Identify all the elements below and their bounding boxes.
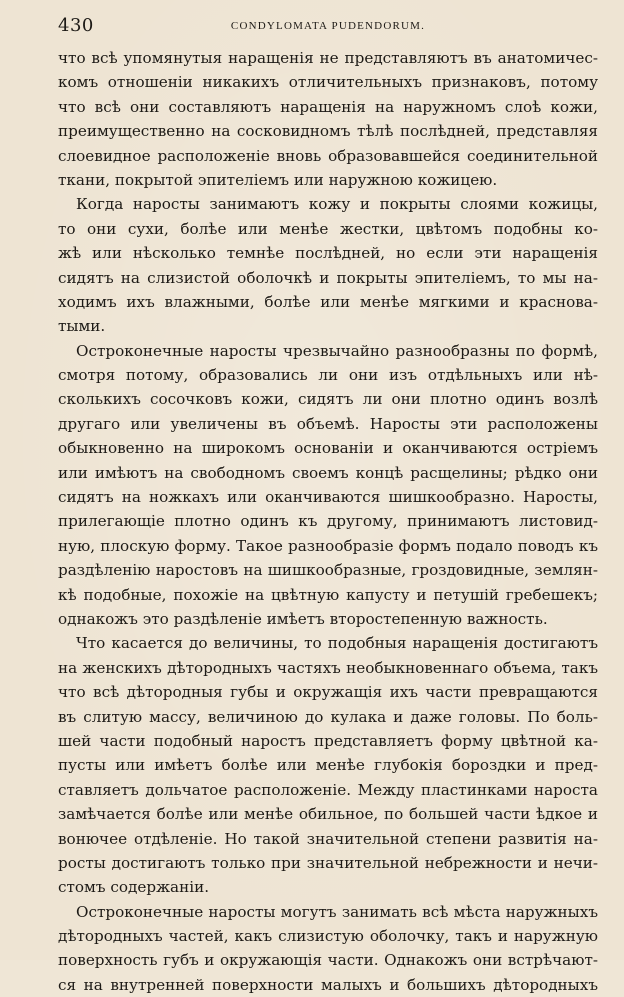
text-line: сидятъ на ножкахъ или оканчиваются шишкообразно. Наросты, [58,488,598,507]
text-line: что всѣ упомянутыя наращенія не представляютъ въ анатомичес- [58,49,598,67]
text-line: Когда наросты занимаютъ кожу и покрыты слоями кожицы, [76,195,598,214]
text-line: другаго или увеличены въ объемѣ. Наросты эти расположены [58,414,598,433]
text-line: тыми. [58,317,106,336]
text-line: то они сухи, болѣе или менѣе жестки, цвѣтомъ подобны ко- [58,219,598,238]
text-line: Остроконечные наросты чрезвычайно разнообразны по формѣ, [76,341,598,360]
text-line: преимущественно на сосковидномъ тѣлѣ послѣдней, представляя [58,122,598,141]
text-line: раздѣленію наростовъ на шишкообразные, гроздовидные, землян- [58,561,598,580]
text-line: замѣчается болѣе или менѣе обильное, по большей части ѣдкое и [58,805,598,824]
text-line: поверхность губъ и окружающія части. Однакожъ они встрѣчают- [58,951,598,970]
page-number: 430 [58,15,94,36]
text-line: ходимъ ихъ влажными, болѣе или менѣе мягкими и краснова- [58,292,598,311]
text-line: Что касается до величины, то подобныя наращенія достигаютъ [76,634,598,653]
text-line: что всѣ дѣтородныя губы и окружащія ихъ части превращаются [58,683,598,702]
text-line: росты достигаютъ только при значительной небрежности и нечи- [58,853,598,872]
text-line: ткани, покрытой эпителіемъ или наружною кожицею. [58,170,498,189]
text-line: дѣтородныхъ частей, какъ слизистую оболочку, такъ и наружную [58,927,598,946]
text-line: Остроконечные наросты могутъ занимать всѣ мѣста наружныхъ [76,902,598,921]
running-head: CONDYLOMATA PUDENDORUM. [230,20,426,32]
text-line: комъ отношеніи никакихъ отличительныхъ признаковъ, потому [58,73,598,92]
text-line: сколькихъ сосочковъ кожи, сидятъ ли они плотно одинъ возлѣ [58,390,598,409]
text-line: смотря потому, образовались ли они изъ отдѣльныхъ или нѣ- [58,366,598,385]
text-line: сидятъ на слизистой оболочкѣ и покрыты эпителіемъ, то мы на- [58,268,598,287]
text-line: стомъ содержаніи. [58,878,210,897]
text-line: слоевидное расположеніе вновь образовавшейся соединительной [58,146,598,165]
text-line: что всѣ они составляютъ наращенія на наружномъ слоѣ кожи, [58,97,598,116]
text-line: кѣ подобные, похожіе на цвѣтную капусту и петушій гребешекъ; [58,585,598,604]
text-line: пусты или имѣетъ болѣе или менѣе глубокія бороздки и пред- [58,756,598,775]
text-line: жѣ или нѣсколько темнѣе послѣдней, но если эти наращенія [58,244,598,263]
text-line: вонючее отдѣленіе. Но такой значительной степени развитія на- [58,829,598,848]
text-line: обыкновенно на широкомъ основаніи и оканчиваются остріемъ [58,439,598,458]
text-line: въ слитую массу, величиною до кулака и даже головы. По боль- [58,707,598,726]
text-line: прилегающіе плотно одинъ къ другому, принимаютъ листовид- [58,512,598,531]
text-line: или имѣютъ на свободномъ своемъ концѣ расщелины; рѣдко они [58,463,598,482]
text-line: ся на внутренней поверхности малыхъ и большихъ дѣтородныхъ [58,975,598,994]
page-header [58,14,598,38]
text-line: шей части подобный наростъ представляетъ форму цвѣтной ка- [58,731,598,750]
text-line: на женскихъ дѣтородныхъ частяхъ необыкновеннаго объема, такъ [58,658,598,677]
text-line: ную, плоскую форму. Такое разнообразіе формъ подало поводъ къ [58,536,598,555]
text-line: ставляетъ дольчатое расположеніе. Между пластинками нароста [58,780,598,799]
body-text [58,46,598,997]
text-line: однакожъ это раздѣленіе имѣетъ второстепенную важность. [58,609,548,628]
